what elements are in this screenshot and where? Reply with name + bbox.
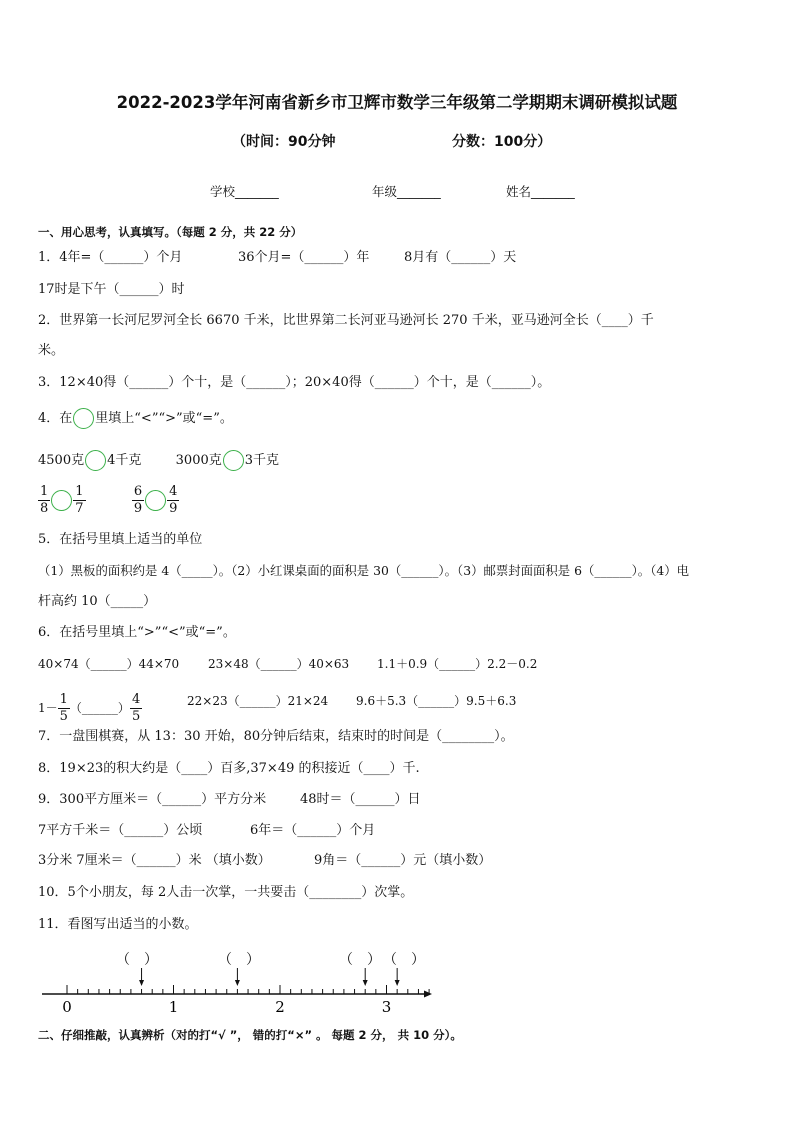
q4-row-2 (38, 484, 179, 517)
fraction-numerator: 1 (75, 484, 84, 499)
fraction-denominator: 9 (133, 501, 143, 516)
fraction-numerator: 4 (131, 692, 141, 707)
q6-row-1 (38, 655, 538, 673)
fraction-denominator: 8 (40, 501, 49, 516)
fraction (58, 692, 70, 725)
axis-arrowhead (424, 991, 432, 998)
section-2-heading: 二、仔细推敲，认真辨析（对的打“√ ”， 错的打“×” 。 每题 2 分， 共 10 分）。 (38, 1028, 462, 1042)
q6-e: 22×23（______）21×24 (187, 694, 329, 708)
number-line (0, 940, 794, 1020)
grade-field: 年级_______ (372, 184, 441, 199)
answer-circle[interactable] (73, 408, 94, 429)
answer-circle[interactable] (223, 450, 244, 471)
question-2: 2．世界第一长河尼罗河全长 6670 千米，比世界第二长河亚马逊河长 270 千米，亚马逊河全长（____）千 (38, 313, 654, 328)
page-title: 2022-2023学年河南省新乡市卫辉市数学三年级第二学期期末调研模拟试题 (116, 93, 678, 112)
fraction-numerator: 1 (59, 692, 68, 707)
q4-b-right: 3千克 (244, 453, 280, 468)
q6-b: 23×48（______）40×63 (208, 657, 350, 671)
name-field: 姓名_______ (506, 184, 575, 199)
number-line-figure (0, 940, 794, 1020)
question-9-row-2 (38, 822, 376, 840)
fraction (167, 484, 179, 517)
q4-suffix: 里填上“<”“>”或“=”。 (95, 411, 233, 426)
fraction (130, 692, 142, 725)
fraction-denominator: 7 (75, 501, 84, 516)
answer-circle[interactable] (85, 450, 106, 471)
q9-c: 7平方千米＝（______）公顷 (38, 823, 203, 838)
q4-prefix: 4．在 (38, 411, 73, 426)
question-4 (38, 408, 233, 429)
answer-circle[interactable] (145, 490, 166, 511)
fraction-numerator: 6 (133, 484, 143, 499)
question-2-cont: 米。 (38, 343, 65, 358)
fraction (132, 484, 144, 517)
fraction (38, 484, 50, 517)
question-9-row-3 (38, 852, 492, 870)
fraction-numerator: 1 (40, 484, 49, 499)
q9-b: 48时＝（______）日 (300, 792, 421, 807)
q4-b-left: 3000克 (175, 453, 222, 468)
question-9-row-1 (38, 791, 421, 809)
exam-score: 分数：100分） (452, 134, 552, 150)
q6-c: 1.1＋0.9（______）2.2－0.2 (377, 657, 538, 671)
q6-a: 40×74（______）44×70 (38, 657, 180, 671)
arrow-head (235, 980, 240, 986)
arrow-head (395, 980, 400, 986)
fraction-denominator: 9 (169, 501, 178, 516)
q6-d (38, 692, 142, 725)
q1-part-b: 36个月=（______）年 (238, 250, 370, 265)
question-5-title: 5．在括号里填上适当的单位 (38, 532, 203, 547)
answer-circle[interactable] (51, 490, 72, 511)
q4-a-left: 4500克 (38, 453, 85, 468)
answer-bracket: （ ） (218, 952, 260, 968)
q4-a-right: 4千克 (107, 453, 142, 468)
arrow-head (139, 980, 144, 986)
q1-part-c: 8月有（______）天 (404, 250, 517, 265)
q1-part-d: 17时是下午（______）时 (38, 282, 185, 297)
question-5-cont: 杆高约 10（_____） (38, 594, 157, 609)
q9-f: 9角＝（______）元（填小数） (314, 853, 492, 868)
question-6-title: 6．在括号里填上“>”“<”或“=”。 (38, 625, 236, 640)
tick-label: 2 (275, 998, 285, 1016)
q9-e: 3分米 7厘米＝（______）米 （填小数） (38, 853, 271, 868)
fraction (73, 484, 85, 517)
q6-f: 9.6＋5.3（______）9.5＋6.3 (356, 694, 517, 708)
question-3: 3．12×40得（______）个十，是（______）；20×40得（______）个十，是（______）。 (38, 375, 551, 390)
q9-a: 9．300平方厘米＝（______）平方分米 (38, 792, 267, 807)
question-11: 11．看图写出适当的小数。 (38, 917, 198, 932)
q4-row-1 (38, 450, 279, 471)
q9-d: 6年＝（______）个月 (250, 823, 376, 838)
exam-time: （时间：90分钟 (232, 134, 336, 150)
tick-label: 1 (168, 998, 179, 1016)
question-10: 10．5个小朋友，每 2人击一次掌，一共要击（________）次掌。 (38, 885, 414, 900)
arrow-head (363, 980, 368, 986)
q6-d-prefix: 1－ (38, 701, 58, 715)
school-field: 学校_______ (210, 184, 279, 199)
q1-part-a: 1．4年=（______）个月 (38, 250, 183, 265)
answer-bracket: （ ） (116, 952, 158, 968)
fraction-denominator: 5 (131, 709, 141, 724)
tick-label: 3 (381, 998, 392, 1016)
answer-bracket: （ ） (383, 952, 425, 968)
q6-d-blank: （______） (69, 701, 130, 715)
question-5: （1）黑板的面积约是 4（_____）。（2）小红课桌面的面积是 30（______）。（3）邮票封面面积是 6（______）。（4）电 (38, 563, 690, 578)
answer-bracket: （ ） (339, 952, 381, 968)
fraction-numerator: 4 (169, 484, 178, 499)
fraction-denominator: 5 (59, 709, 68, 724)
section-1-heading: 一、用心思考，认真填写。（每题 2 分，共 22 分） (38, 225, 303, 239)
question-7: 7．一盘围棋赛，从 13：30 开始，80分钟后结束，结束时的时间是（________）。 (38, 729, 514, 744)
question-8: 8．19×23的积大约是（____）百多,37×49 的积接近（____）千. (38, 761, 420, 776)
tick-label: 0 (62, 998, 72, 1016)
question-1 (38, 249, 517, 267)
